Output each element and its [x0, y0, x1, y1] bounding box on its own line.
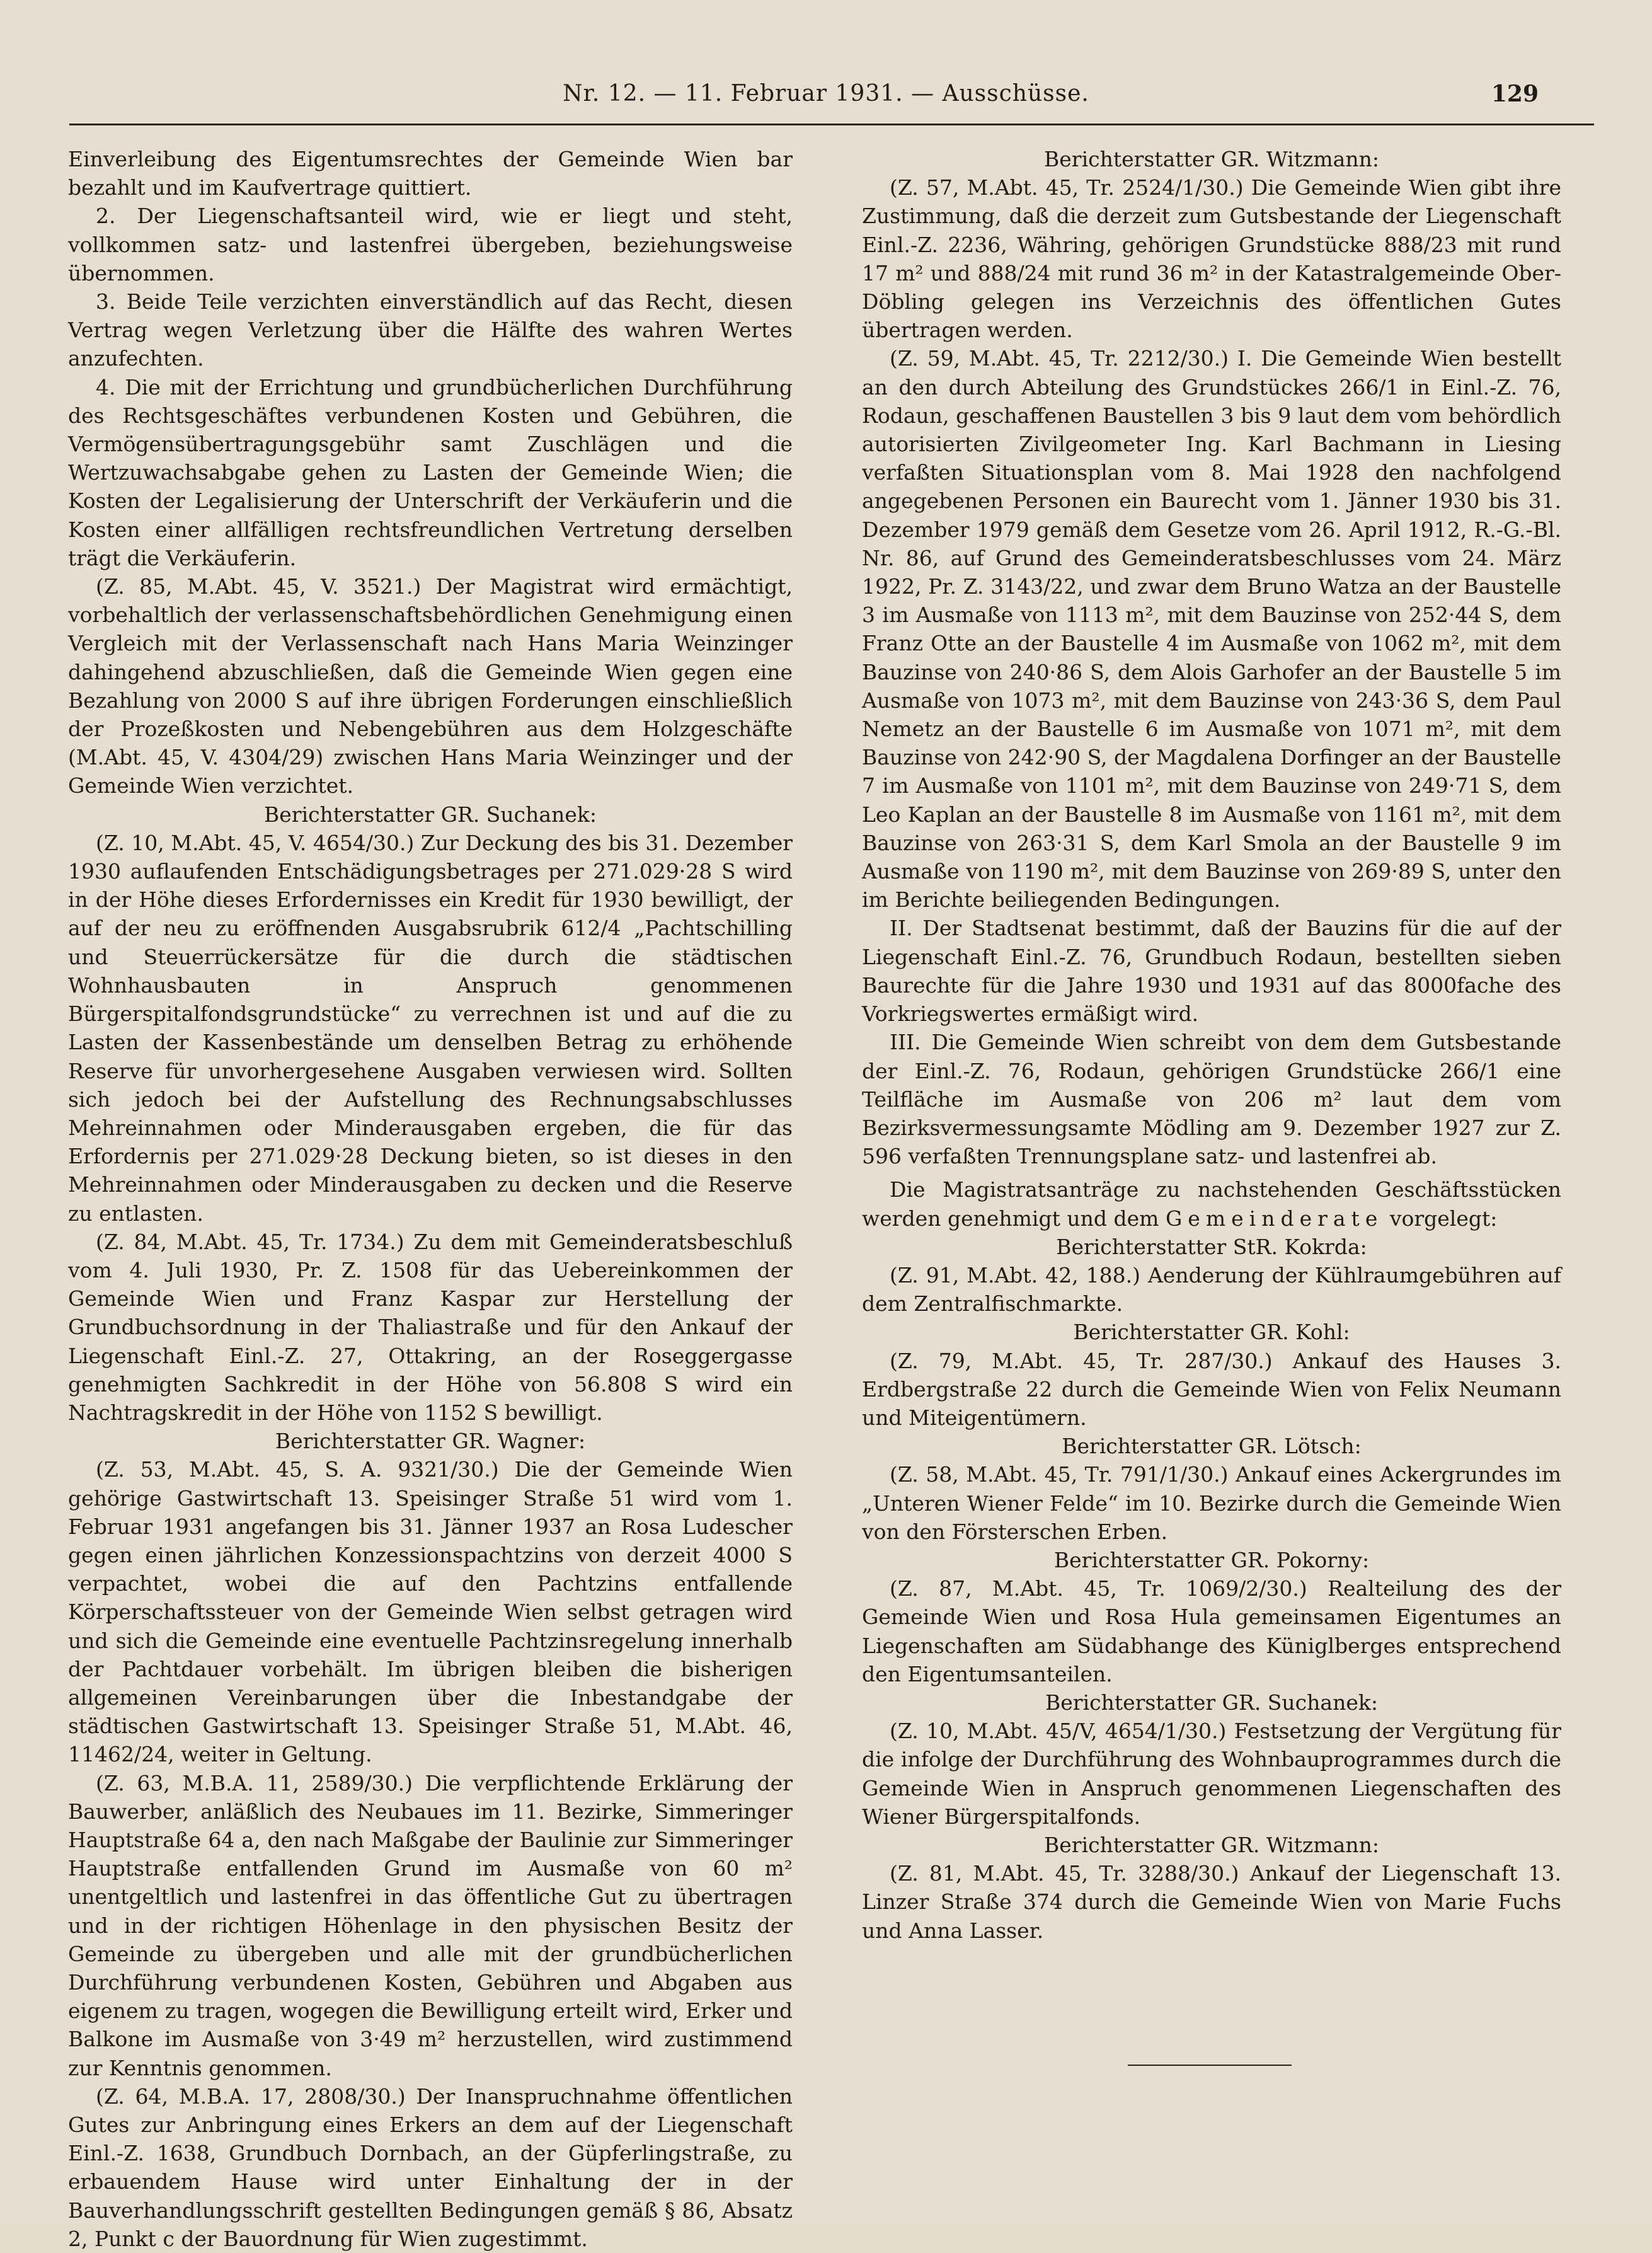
page-header	[63, 81, 1589, 118]
header-rule	[69, 124, 1594, 125]
paragraph: III. Die Gemeinde Wien schreibt von dem dem Gutsbestande der Einl.-Z. 76, Rodaun, gehörigen Grundstücke 266/1 eine Teilfläche im Ausmaße von 206 m² laut dem vom Bezirksvermessungsamte Mödling am 9. Dezember 1927 zur Z. 596 verfaßten Trennungsplane satz- und lastenfrei ab.	[862, 1030, 1561, 1169]
paragraph: (Z. 85, M.Abt. 45, V. 3521.) Der Magistrat wird ermächtigt, vorbehaltlich der verlassenschaftsbehördlichen Genehmigung einen Vergleich mit der Verlassenschaft nach Hans Maria Weinzinger dahingehend abzuschließen, daß die Gemeinde Wien gegen eine Bezahlung von 2000 S auf ihre übrigen Forderungen einschließlich der Prozeßkosten und Nebengebühren aus dem Holzgeschäfte (M.Abt. 45, V. 4304/29) zwischen Hans Maria Weinzinger und der Gemeinde Wien verzichtet.	[68, 574, 793, 798]
paragraph: 3. Beide Teile verzichten einverständlich auf das Recht, diesen Vertrag wegen Verletzung über die Hälfte des wahren Wertes anzufechten.	[68, 289, 793, 371]
paragraph: (Z. 87, M.Abt. 45, Tr. 1069/2/30.) Realteilung des der Gemeinde Wien und Rosa Hula gemeinsamen Eigentumes an Liegenschaften am Südabhange des Küniglberges entsprechend den Eigentumsanteilen.	[862, 1576, 1561, 1686]
paragraph: (Z. 58, M.Abt. 45, Tr. 791/1/30.) Ankauf eines Ackergrundes im „Unteren Wiener Felde“ im 10. Bezirke durch die Gemeinde Wien von den Försterschen Erben.	[862, 1462, 1561, 1544]
intro-emphasis: Gemeinderate	[1165, 1206, 1384, 1231]
reporter-heading: Berichterstatter GR. Lötsch:	[1062, 1434, 1362, 1459]
right-column	[862, 145, 1561, 1945]
reporter-heading: Berichterstatter GR. Pokorny:	[1053, 1547, 1370, 1572]
paragraph: (Z. 59, M.Abt. 45, Tr. 2212/30.) I. Die Gemeinde Wien bestellt an den durch Abteilung des Grundstückes 266/1 in Einl.-Z. 76, Rodaun, geschaffenen Baustellen 3 bis 9 laut dem vom behördlich autorisierten Zivilgeometer Ing. Karl Bachmann in Liesing verfaßten Situationsplan vom 8. Mai 1928 den nachfolgend angegebenen Personen ein Baurecht vom 1. Jänner 1930 bis 31. Dezember 1979 gemäß dem Gesetze vom 26. April 1912, R.-G.-Bl. Nr. 86, auf Grund des Gemeinderatsbeschlusses vom 24. März 1922, Pr. Z. 3143/22, und zwar dem Bruno Watza an der Baustelle 3 im Ausmaße von 1113 m², mit dem Bauzinse von 252·44 S, dem Franz Otte an der Baustelle 4 im Ausmaße von 1062 m², mit dem Bauzinse von 240·86 S, dem Alois Garhofer an der Baustelle 5 im Ausmaße von 1073 m², mit dem Bauzinse von 243·36 S, dem Paul Nemetz an der Baustelle 6 im Ausmaße von 1071 m², mit dem Bauzinse von 242·90 S, der Magdalena Dorfinger an der Baustelle 7 im Ausmaße von 1101 m², mit dem Bauzinse von 249·71 S, dem Leo Kaplan an der Baustelle 8 im Ausmaße von 1161 m², mit dem Bauzinse von 263·31 S, dem Karl Smola an der Baustelle 9 im Ausmaße von 1190 m², mit dem Bauzinse von 269·89 S, unter den im Berichte beiliegenden Bedingungen.	[862, 346, 1561, 913]
paragraph: (Z. 10, M.Abt. 45/V, 4654/1/30.) Festsetzung der Vergütung für die infolge der Durchführung des Wohnbauprogrammes durch die Gemeinde Wien in Anspruch genommenen Liegenschaften des Wiener Bürgerspitalfonds.	[862, 1719, 1561, 1829]
paragraph: II. Der Stadtsenat bestimmt, daß der Bauzins für die auf der Liegenschaft Einl.-Z. 76, Grundbuch Rodaun, bestellten sieben Baurechte für die Jahre 1930 und 1931 auf das 8000fache des Vorkriegswertes ermäßigt wird.	[862, 916, 1561, 1027]
paragraph: (Z. 64, M.B.A. 17, 2808/30.) Der Inanspruchnahme öffentlichen Gutes zur Anbringung eines Erkers an dem auf der Liegenschaft Einl.-Z. 1638, Grundbuch Dornbach, an der Güpferlingstraße, zu erbauendem Hause wird unter Einhaltung der in der Bauverhandlungsschrift gestellten Bedingungen gemäß § 86, Absatz 2, Punkt c der Bauordnung für Wien zugestimmt.	[68, 2083, 793, 2251]
reporter-heading: Berichterstatter StR. Kokrda:	[1056, 1234, 1367, 1259]
reporter-heading: Berichterstatter GR. Witzmann:	[1044, 147, 1379, 171]
reporter-heading: Berichterstatter GR. Wagner:	[275, 1429, 586, 1454]
paragraph: (Z. 10, M.Abt. 45, V. 4654/30.) Zur Deckung des bis 31. Dezember 1930 auflaufenden Entschädigungsbetrages per 271.029·28 S wird in der Höhe dieses Erfordernisses ein Kredit für 1930 bewilligt, der auf der neu zu eröffnenden Ausgabsrubrik 612/4 „Pachtschilling und Steuerrückersätze für die durch die städtischen Wohnhausbauten in Anspruch genommenen Bürgerspitalfondsgrundstücke“ zu verrechnen ist und auf die zu Lasten der Kassenbestände um denselben Betrag zu erhöhende Reserve für unvorhergesehene Ausgaben verwiesen wird. Sollten sich jedoch bei der Aufstellung des Rechnungsabschlusses Mehreinnahmen oder Minderausgaben ergeben, die für das Erfordernis per 271.029·28 Deckung bieten, so ist dieses in den Mehreinnahmen oder Minderausgaben zu decken und die Reserve zu entlasten.	[68, 830, 793, 1226]
paragraph: (Z. 91, M.Abt. 42, 188.) Aenderung der Kühlraumgebühren auf dem Zentralfischmarkte.	[862, 1262, 1561, 1317]
paragraph: (Z. 63, M.B.A. 11, 2589/30.) Die verpflichtende Erklärung der Bauwerber, anläßlich des Neubaues im 11. Bezirke, Simmeringer Hauptstraße 64 a, den nach Maßgabe der Baulinie zur Simmeringer Hauptstraße entfallenden Grund im Ausmaße von 60 m² unentgeltlich und lastenfrei in das öffentliche Gut zu übertragen und in der richtigen Höhenlage in den physischen Besitz der Gemeinde zu übergeben und alle mit der grundbücherlichen Durchführung verbundenen Kosten, Gebühren und Abgaben aus eigenem zu tragen, wogegen die Bewilligung erteilt wird, Erker und Balkone im Ausmaße von 3·49 m² herzustellen, wird zustimmend zur Kenntnis genommen.	[68, 1770, 793, 2080]
reporter-heading: Berichterstatter GR. Suchanek:	[264, 802, 597, 827]
paragraph: (Z. 53, M.Abt. 45, S. A. 9321/30.) Die der Gemeinde Wien gehörige Gastwirtschaft 13. Speisinger Straße 51 wird vom 1. Februar 1931 angefangen bis 31. Jänner 1937 an Rosa Ludescher gegen einen jährlichen Konzessionspachtzins von derzeit 4000 S verpachtet, wobei die auf den Pachtzins entfallende Körperschaftssteuer von der Gemeinde Wien selbst getragen wird und sich die Gemeinde eine eventuelle Pachtzinsregelung innerhalb der Pachtdauer vorbehält. Im übrigen bleiben die bisherigen allgemeinen Vereinbarungen über die Inbestandgabe der städtischen Gastwirtschaft 13. Speisinger Straße 51, M.Abt. 46, 11462/24, weiter in Geltung.	[68, 1457, 793, 1767]
reporter-heading: Berichterstatter GR. Witzmann:	[1044, 1832, 1379, 1857]
page-number: 129	[1491, 81, 1539, 107]
intro-paragraph	[862, 1175, 1561, 1232]
reporter-heading: Berichterstatter GR. Kohl:	[1073, 1320, 1350, 1345]
paragraph: (Z. 84, M.Abt. 45, Tr. 1734.) Zu dem mit Gemeinderatsbeschluß vom 4. Juli 1930, Pr. Z. 1508 für das Uebereinkommen der Gemeinde Wien und Franz Kaspar zur Herstellung der Grundbuchsordnung in der Thaliastraße und für den Ankauf der Liegenschaft Einl.-Z. 27, Ottakring, an der Roseggergasse genehmigten Sachkredit in der Höhe von 56.808 S wird ein Nachtragskredit in der Höhe von 1152 S bewilligt.	[68, 1229, 793, 1425]
paragraph: (Z. 81, M.Abt. 45, Tr. 3288/30.) Ankauf der Liegenschaft 13. Linzer Straße 374 durch die Gemeinde Wien von Marie Fuchs und Anna Lasser.	[862, 1861, 1561, 1943]
running-title: Nr. 12. — 11. Februar 1931. — Ausschüsse.	[563, 81, 1089, 107]
paragraph: (Z. 57, M.Abt. 45, Tr. 2524/1/30.) Die Gemeinde Wien gibt ihre Zustimmung, daß die derzeit zum Gutsbestande der Liegenschaft Einl.-Z. 2236, Währing, gehörigen Grundstücke 888/23 mit rund 17 m² und 888/24 mit rund 36 m² in der Katastralgemeinde Ober-Döbling gelegen ins Verzeichnis des öffentlichen Gutes übertragen werden.	[862, 175, 1561, 343]
intro-text: Die Magistratsanträge zu nachstehenden Geschäftsstücken werden genehmigt und dem	[862, 1177, 1561, 1231]
intro-end: vorgelegt:	[1389, 1206, 1498, 1231]
paragraph: 4. Die mit der Errichtung und grundbücherlichen Durchführung des Rechtsgeschäftes verbundenen Kosten und Gebühren, die Vermögensübertragungsgebühr samt Zuschlägen und die Wertzuwachsabgabe gehen zu Lasten der Gemeinde Wien; die Kosten der Legalisierung der Unterschrift der Verkäuferin und die Kosten einer allfälligen rechtsfreundlichen Vertretung derselben trägt die Verkäuferin.	[68, 374, 793, 570]
closing-rule	[1128, 2065, 1292, 2066]
paragraph: (Z. 79, M.Abt. 45, Tr. 287/30.) Ankauf des Hauses 3. Erdbergstraße 22 durch die Gemeinde Wien von Felix Neumann und Miteigentümern.	[862, 1348, 1561, 1430]
left-column	[68, 145, 793, 2253]
reporter-heading: Berichterstatter GR. Suchanek:	[1045, 1690, 1378, 1715]
paragraph: 2. Der Liegenschaftsanteil wird, wie er liegt und steht, vollkommen satz- und lastenfrei übergeben, beziehungsweise übernommen.	[68, 204, 793, 285]
paragraph: Einverleibung des Eigentumsrechtes der Gemeinde Wien bar bezahlt und im Kaufvertrage quittiert.	[68, 147, 793, 200]
